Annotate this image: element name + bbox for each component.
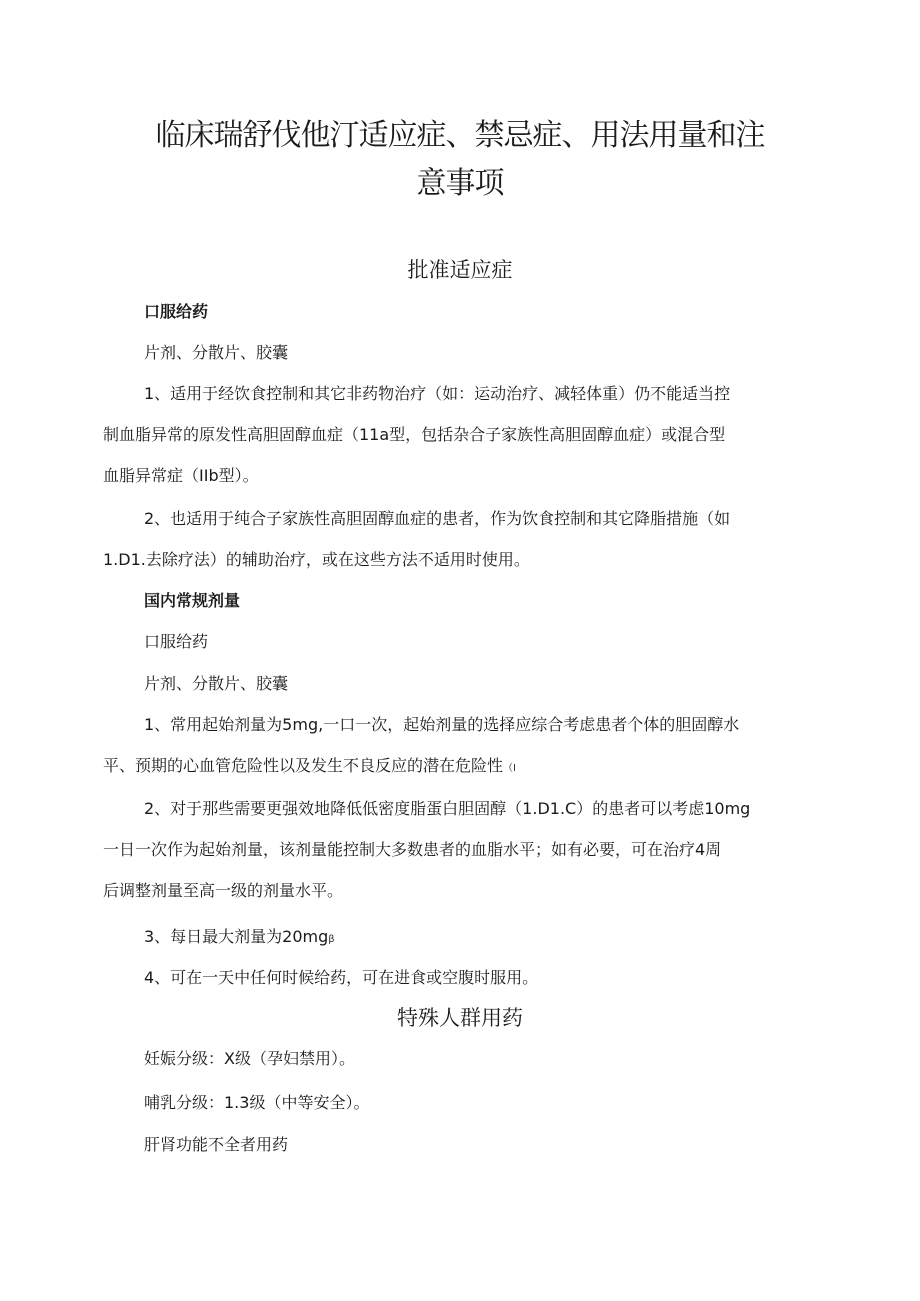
dosage-item-1-mark: （I: [503, 763, 516, 774]
dosage-item-2-line-3: 后调整剂量至高一级的剂量水平。: [103, 881, 344, 900]
dosage-item-2: [103, 788, 820, 911]
dosage-item-3-text: 3、每日最大剂量为20mg: [144, 927, 329, 946]
dosage-route: 口服给药: [144, 632, 209, 651]
section-heading-special-populations: 特殊人群用药: [397, 1006, 523, 1030]
dosage-item-2-line-1: 2、对于那些需要更强效地降低低密度脂蛋白胆固醇（1.D1.C）的患者可以考虑10mg: [144, 799, 751, 818]
dosage-item-3-mark: β: [328, 934, 335, 945]
indication-item-2: [103, 498, 820, 580]
dosage-item-4: 4、可在一天中任何时候给药，可在进食或空腹时服用。: [144, 968, 539, 987]
document-title: [100, 112, 820, 208]
title-line-2: 意事项: [416, 166, 504, 201]
dosage-item-1: [103, 704, 820, 789]
dosage-item-1-line-2: [103, 745, 820, 789]
indication-item-2-line-2: 1.D1.去除疗法）的辅助治疗，或在这些方法不适用时使用。: [103, 550, 530, 569]
section-heading-indications: 批准适应症: [407, 258, 513, 282]
hepatic-renal-impairment: 肝肾功能不全者用药: [144, 1135, 289, 1154]
lactation-category: 哺乳分级：1.3级（中等安全）。: [144, 1093, 370, 1112]
dosage-forms: 片剂、分散片、胶囊: [144, 343, 289, 362]
indication-item-1-line-2: 制血脂异常的原发性高胆固醇血症（11a型，包括杂合子家族性高胆固醇血症）或混合型: [103, 425, 726, 444]
dosage-item-1-line-1: 1、常用起始剂量为5mg,一口一次，起始剂量的选择应综合考虑患者个体的胆固醇水: [144, 715, 740, 734]
dosage-item-2-line-2: 一日一次作为起始剂量，该剂量能控制大多数患者的血脂水平；如有必要，可在治疗4周: [103, 840, 722, 859]
indication-item-1-line-3: 血脂异常症（IIb型）。: [103, 466, 259, 485]
dosage-item-3: [144, 925, 335, 952]
dosage-forms-2: 片剂、分散片、胶囊: [144, 674, 289, 693]
dosage-heading: 国内常规剂量: [144, 591, 241, 610]
indication-item-2-line-1: 2、也适用于纯合子家族性高胆固醇血症的患者，作为饮食控制和其它降脂措施（如: [144, 509, 731, 528]
route-heading: 口服给药: [144, 302, 209, 321]
indication-item-1: [103, 373, 820, 496]
indication-item-1-line-1: 1、适用于经饮食控制和其它非药物治疗（如：运动治疗、减轻体重）仍不能适当控: [144, 384, 731, 403]
title-line-1: 临床瑞舒伐他汀适应症、禁忌症、用法用量和注: [155, 118, 765, 153]
pregnancy-category: 妊娠分级：X级（孕妇禁用）。: [144, 1049, 355, 1068]
dosage-item-1-line-2-text: 平、预期的心血管危险性以及发生不良反应的潜在危险性: [103, 756, 504, 775]
